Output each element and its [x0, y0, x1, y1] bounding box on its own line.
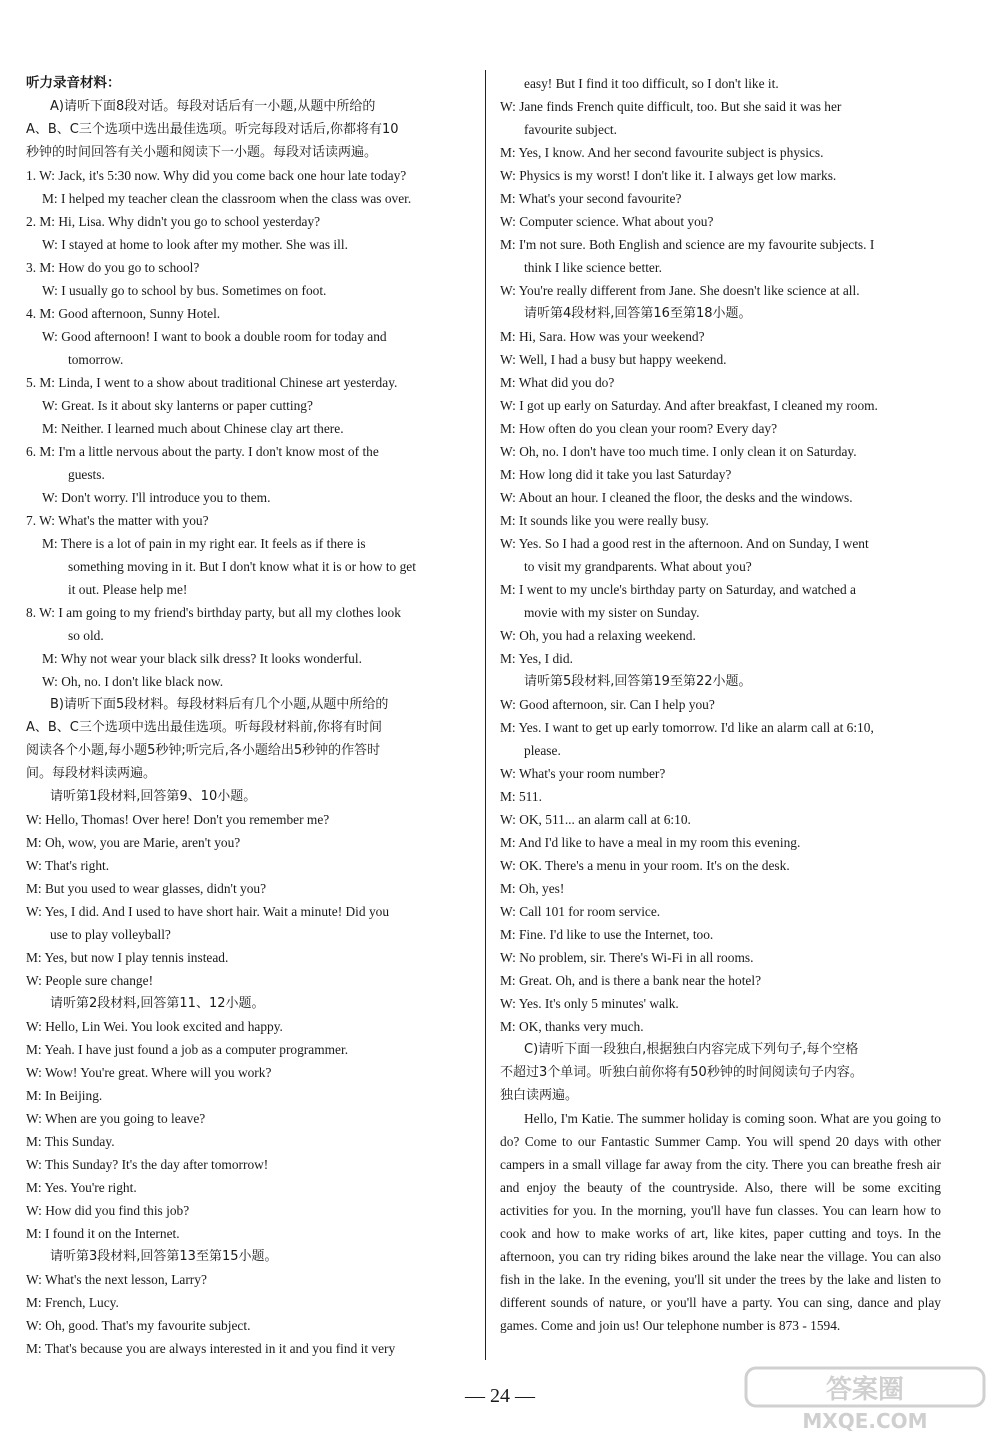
- text-line: M: I found it on the Internet.: [26, 1226, 180, 1241]
- text-line: W: What's your room number?: [500, 766, 666, 781]
- text-line: M: Oh, wow, you are Marie, aren't you?: [26, 835, 241, 850]
- left-lines: [26, 95, 468, 1360]
- text-line: 1. W: Jack, it's 5:30 now. Why did you come back one hour late today?: [26, 168, 407, 183]
- text-line: W: You're really different from Jane. She doesn't like science at all.: [500, 283, 860, 298]
- text-line: A、B、C三个选项中选出最佳选项。听每段材料前,你将有时间: [26, 720, 383, 735]
- text-line: 请听第4段材料,回答第16至第18小题。: [524, 306, 752, 321]
- text-line: W: Jane finds French quite difficult, too. But she said it was her: [500, 99, 842, 114]
- text-line: please.: [524, 743, 561, 758]
- text-line: use to play volleyball?: [50, 927, 171, 942]
- text-line: M: Yes. I want to get up early tomorrow. I'd like an alarm call at 6:10,: [500, 720, 874, 735]
- text-line: 不超过3个单词。听独白前你将有50秒钟的时间阅读句子内容。: [500, 1065, 863, 1080]
- text-line: W: Oh, no. I don't have too much time. I only clean it on Saturday.: [500, 444, 857, 459]
- text-line: W: Computer science. What about you?: [500, 214, 714, 229]
- text-line: W: I stayed at home to look after my mother. She was ill.: [42, 237, 348, 252]
- text-line: M: What's your second favourite?: [500, 191, 682, 206]
- text-line: M: Hi, Sara. How was your weekend?: [500, 329, 705, 344]
- text-line: 8. W: I am going to my friend's birthday party, but all my clothes look: [26, 605, 401, 620]
- text-line: W: Hello, Thomas! Over here! Don't you remember me?: [26, 812, 330, 827]
- text-line: M: 511.: [500, 789, 542, 804]
- text-line: W: Well, I had a busy but happy weekend.: [500, 352, 727, 367]
- text-line: M: Oh, yes!: [500, 881, 565, 896]
- text-line: M: It sounds like you were really busy.: [500, 513, 709, 528]
- text-line: 4. M: Good afternoon, Sunny Hotel.: [26, 306, 221, 321]
- text-line: W: What's the next lesson, Larry?: [26, 1272, 207, 1287]
- section-heading: 听力录音材料：: [26, 75, 121, 91]
- text-line: it out. Please help me!: [68, 582, 188, 597]
- text-line: B)请听下面5段材料。每段材料后有几个小题,从题中所给的: [50, 697, 389, 712]
- text-line: think I like science better.: [524, 260, 662, 275]
- text-line: M: OK, thanks very much.: [500, 1019, 644, 1034]
- text-line: M: What did you do?: [500, 375, 615, 390]
- text-line: 3. M: How do you go to school?: [26, 260, 200, 275]
- text-line: W: This Sunday? It's the day after tomorrow!: [26, 1157, 269, 1172]
- text-line: to visit my grandparents. What about you?: [524, 559, 752, 574]
- text-line: 7. W: What's the matter with you?: [26, 513, 209, 528]
- text-line: W: Wow! You're great. Where will you work?: [26, 1065, 272, 1080]
- text-line: M: That's because you are always interested in it and you find it very: [26, 1341, 396, 1356]
- text-line: tomorrow.: [68, 352, 124, 367]
- text-line: A、B、C三个选项中选出最佳选项。听完每段对话后,你都将有10: [26, 122, 399, 137]
- right-lines: [500, 72, 941, 1107]
- text-line: W: Call 101 for room service.: [500, 904, 661, 919]
- text-line: M: This Sunday.: [26, 1134, 115, 1149]
- text-line: so old.: [68, 628, 104, 643]
- text-line: W: That's right.: [26, 858, 110, 873]
- watermark-logo: [740, 1362, 990, 1434]
- text-line: W: People sure change!: [26, 973, 154, 988]
- text-line: M: How often do you clean your room? Every day?: [500, 421, 778, 436]
- text-line: M: Fine. I'd like to use the Internet, too.: [500, 927, 714, 942]
- text-line: W: Good afternoon, sir. Can I help you?: [500, 697, 715, 712]
- text-line: W: Oh, good. That's my favourite subject.: [26, 1318, 251, 1333]
- text-line: M: In Beijing.: [26, 1088, 103, 1103]
- text-line: W: How did you find this job?: [26, 1203, 190, 1218]
- watermark-top-text: 答案圈: [825, 1375, 905, 1405]
- text-line: W: Don't worry. I'll introduce you to them.: [42, 490, 271, 505]
- text-line: 5. M: Linda, I went to a show about traditional Chinese art yesterday.: [26, 375, 398, 390]
- text-line: 6. M: I'm a little nervous about the party. I don't know most of the: [26, 444, 379, 459]
- text-line: W: Oh, you had a relaxing weekend.: [500, 628, 696, 643]
- page-number: — 24 —: [465, 1385, 535, 1407]
- text-line: M: Great. Oh, and is there a bank near the hotel?: [500, 973, 762, 988]
- text-line: 秒钟的时间回答有关小题和阅读下一小题。每段对话读两遍。: [26, 145, 378, 160]
- text-line: W: OK, 511... an alarm call at 6:10.: [500, 812, 691, 827]
- text-line: 请听第5段材料,回答第19至第22小题。: [524, 674, 752, 689]
- text-line: guests.: [68, 467, 105, 482]
- text-line: favourite subject.: [524, 122, 617, 137]
- column-divider: [485, 70, 486, 1360]
- text-line: W: Great. Is it about sky lanterns or paper cutting?: [42, 398, 313, 413]
- text-line: M: Yeah. I have just found a job as a computer programmer.: [26, 1042, 349, 1057]
- text-line: M: And I'd like to have a meal in my room this evening.: [500, 835, 801, 850]
- text-line: 请听第1段材料,回答第9、10小题。: [50, 789, 257, 804]
- text-line: movie with my sister on Sunday.: [524, 605, 700, 620]
- text-line: A)请听下面8段对话。每段对话后有一小题,从题中所给的: [50, 99, 376, 114]
- right-column: [500, 72, 941, 1337]
- text-line: 请听第3段材料,回答第13至第15小题。: [50, 1249, 278, 1264]
- text-line: 2. M: Hi, Lisa. Why didn't you go to school yesterday?: [26, 214, 321, 229]
- watermark-bottom-text: MXQE.COM: [802, 1409, 928, 1433]
- text-line: M: Neither. I learned much about Chinese clay art there.: [42, 421, 344, 436]
- text-line: W: Oh, no. I don't like black now.: [42, 674, 224, 689]
- text-line: easy! But I find it too difficult, so I don't like it.: [524, 76, 779, 91]
- text-line: W: No problem, sir. There's Wi-Fi in all rooms.: [500, 950, 754, 965]
- text-line: W: Physics is my worst! I don't like it. I always get low marks.: [500, 168, 837, 183]
- text-line: 间。每段材料读两遍。: [26, 766, 157, 781]
- monologue-paragraph: Hello, I'm Katie. The summer holiday is coming soon. What are you going to do? Come to our Fantastic Summer Camp. You will spend 20 days with other campers in a small village far away from the city. There you can breathe fresh air and enjoy the beauty of the countryside. Also, there will be some exciting activities for you. In the morning, you'll have fun classes. You can learn how to cook and how to make works of art, like kites, paper cutting and toys. In the afternoon, you can try riding bikes around the lake near the village. You can also fish in the lake. In the evening, you'll sit under the trees by the lake and listen to different sounds of nature, or you'll have a party. You can sing, dance and play games. Come and join us! Our telephone number is 873 - 1594.: [500, 1111, 941, 1333]
- text-line: 独白读两遍。: [500, 1088, 579, 1103]
- text-line: M: I'm not sure. Both English and science are my favourite subjects. I: [500, 237, 875, 252]
- text-line: M: Yes, but now I play tennis instead.: [26, 950, 229, 965]
- text-line: C)请听下面一段独白,根据独白内容完成下列句子,每个空格: [524, 1042, 859, 1057]
- text-line: M: Yes, I did.: [500, 651, 573, 666]
- text-line: W: Yes. So I had a good rest in the afternoon. And on Sunday, I went: [500, 536, 869, 551]
- text-line: M: Yes. You're right.: [26, 1180, 137, 1195]
- text-line: 请听第2段材料,回答第11、12小题。: [50, 996, 265, 1011]
- text-line: W: Yes. It's only 5 minutes' walk.: [500, 996, 679, 1011]
- text-line: M: I went to my uncle's birthday party on Saturday, and watched a: [500, 582, 856, 597]
- text-line: something moving in it. But I don't know what it is or how to get: [68, 559, 416, 574]
- left-column: [26, 72, 468, 1360]
- text-line: M: There is a lot of pain in my right ear. It feels as if there is: [42, 536, 366, 551]
- text-line: M: Why not wear your black silk dress? It looks wonderful.: [42, 651, 362, 666]
- text-line: W: OK. There's a menu in your room. It's on the desk.: [500, 858, 790, 873]
- text-line: 阅读各个小题,每小题5秒钟;听完后,各小题给出5秒钟的作答时: [26, 743, 381, 758]
- text-line: M: How long did it take you last Saturday?: [500, 467, 732, 482]
- text-line: M: Yes, I know. And her second favourite subject is physics.: [500, 145, 824, 160]
- text-line: W: About an hour. I cleaned the floor, the desks and the windows.: [500, 490, 853, 505]
- text-line: W: I got up early on Saturday. And after breakfast, I cleaned my room.: [500, 398, 878, 413]
- text-line: M: But you used to wear glasses, didn't you?: [26, 881, 267, 896]
- text-line: W: Good afternoon! I want to book a double room for today and: [42, 329, 387, 344]
- text-line: M: I helped my teacher clean the classroom when the class was over.: [42, 191, 412, 206]
- text-line: W: I usually go to school by bus. Sometimes on foot.: [42, 283, 327, 298]
- text-line: W: Yes, I did. And I used to have short hair. Wait a minute! Did you: [26, 904, 390, 919]
- text-line: W: When are you going to leave?: [26, 1111, 206, 1126]
- text-line: M: French, Lucy.: [26, 1295, 119, 1310]
- text-line: W: Hello, Lin Wei. You look excited and happy.: [26, 1019, 283, 1034]
